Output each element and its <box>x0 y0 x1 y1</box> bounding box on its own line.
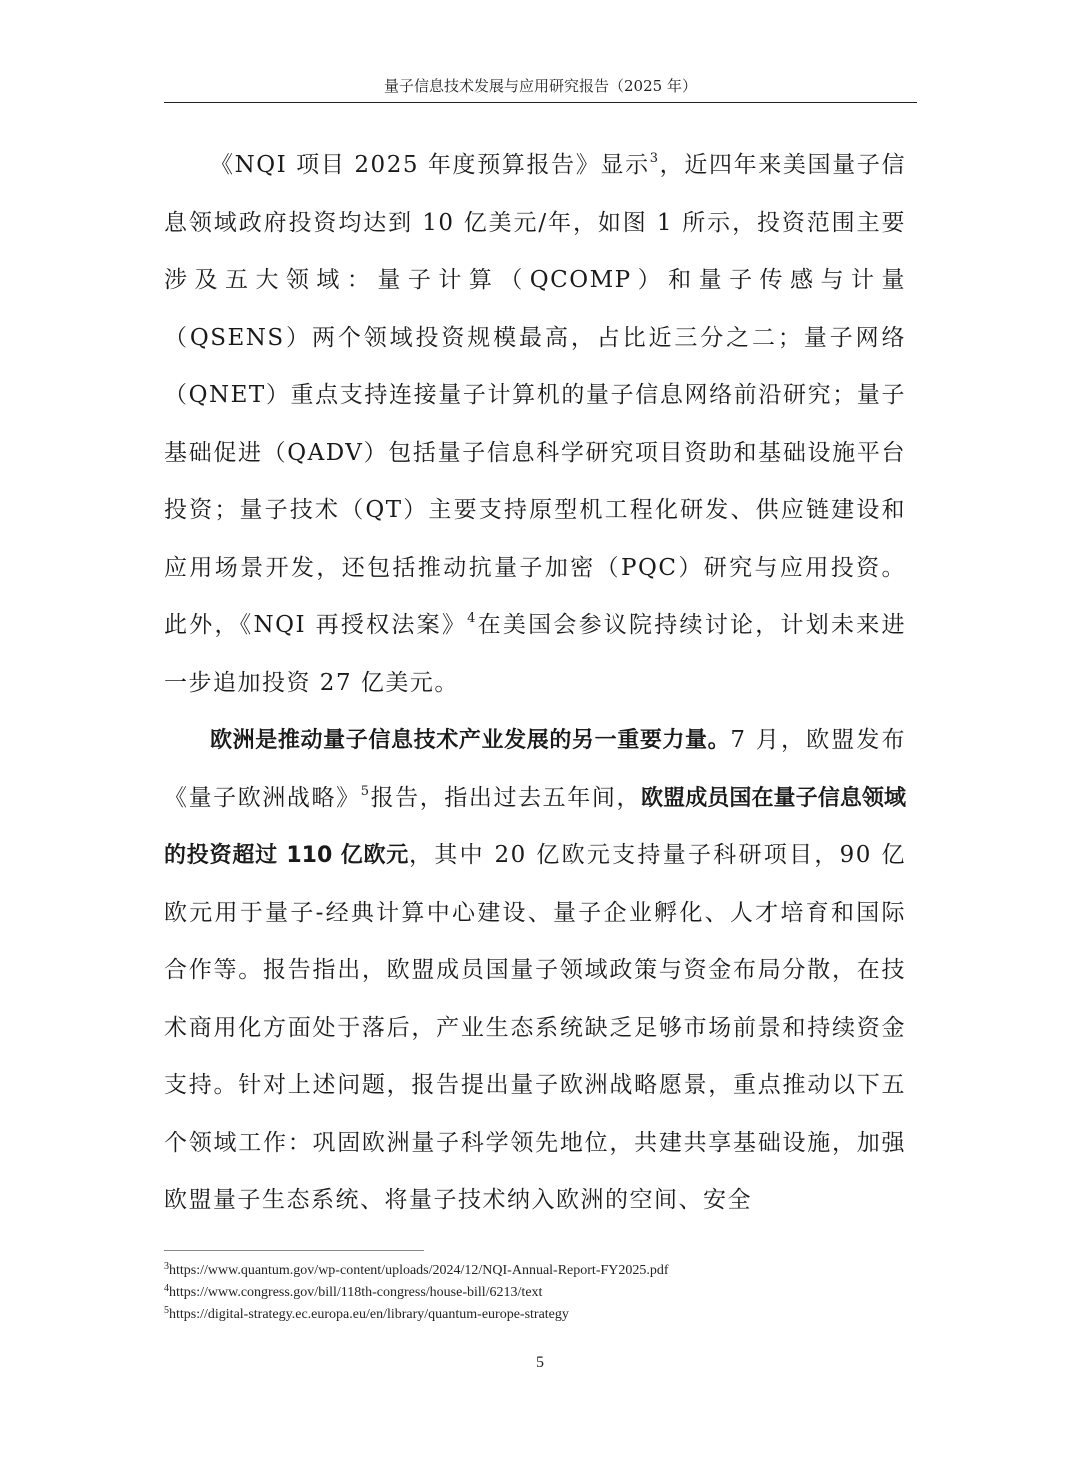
footnote-number: 5 <box>164 1305 169 1316</box>
footnote-item <box>164 1260 924 1282</box>
p2-text-2: 报告，指出过去五年间， <box>370 784 642 811</box>
p1-text-1: 《NQI 项目 2025 年度预算报告》显示 <box>210 152 650 178</box>
footnote-ref-4[interactable]: 4 <box>467 611 477 626</box>
footnote-link[interactable]: https://digital-strategy.ec.europa.eu/en/library/quantum-europe-strategy <box>169 1307 569 1322</box>
footnote-link[interactable]: https://www.congress.gov/bill/118th-congress/house-bill/6213/text <box>169 1285 543 1300</box>
footnote-link[interactable]: https://www.quantum.gov/wp-content/uploads/2024/12/NQI-Annual-Report-FY2025.pdf <box>169 1263 669 1278</box>
body-text <box>164 137 906 1230</box>
header-title: 量子信息技术发展与应用研究报告（2025 年） <box>384 77 697 95</box>
footnote-item <box>164 1282 924 1304</box>
p2-bold-2: 欧盟成员国在量子信息领域的投资超过 110 亿欧元 <box>164 785 906 868</box>
footnote-divider <box>164 1250 424 1251</box>
paragraph-eu-investment <box>164 712 906 1230</box>
footnote-item <box>164 1304 924 1326</box>
p1-text-3: 在美国会参议院持续讨论，计划未来进一步追加投资 27 亿美元。 <box>164 612 906 696</box>
footnote-number: 4 <box>164 1283 169 1294</box>
footnote-number: 3 <box>164 1261 169 1272</box>
p1-text-2: ，近四年来美国量子信息领域政府投资均达到 10 亿美元/年，如图 1 所示，投资范围主要涉及五大领域：量子计算（QCOMP）和量子传感与计量（QSENS）两个领域投资规模最高，占比近三分之二；量子网络（QNET）重点支持连接量子计算机的量子信息网络前沿研究；量子基础促进（QADV）包括量子信息科学研究项目资助和基础设施平台投资；量子技术（QT）主要支持原型机工程化研发、供应链建设和应用场景开发，还包括推动抗量子加密（PQC）研究与应用投资。此外，《NQI 再授权法案》 <box>164 152 907 638</box>
paragraph-us-investment <box>164 137 906 712</box>
footnote-ref-5[interactable]: 5 <box>360 783 371 799</box>
page-number: 5 <box>536 1354 544 1371</box>
footnotes <box>164 1260 924 1326</box>
footnote-ref-3[interactable]: 3 <box>649 151 660 166</box>
p2-text-3: ，其中 20 亿欧元支持量子科研项目，90 亿欧元用于量子-经典计算中心建设、量子企业孵化、人才培育和国际合作等。报告指出，欧盟成员国量子领域政策与资金布局分散，在技术商用化方面处于落后，产业生态系统缺乏足够市场前景和持续资金支持。针对上述问题，报告提出量子欧洲战略愿景，重点推动以下五个领域工作：巩固欧洲量子科学领先地位，共建共享基础设施，加强欧盟量子生态系统、将量子技术纳入欧洲的空间、安全 <box>164 842 906 1213</box>
page-header <box>164 70 917 103</box>
p2-bold-1: 欧洲是推动量子信息技术产业发展的另一重要力量。 <box>210 728 731 753</box>
p2-text-1: 7 月，欧盟发布《量子欧洲战略》 <box>164 727 906 811</box>
